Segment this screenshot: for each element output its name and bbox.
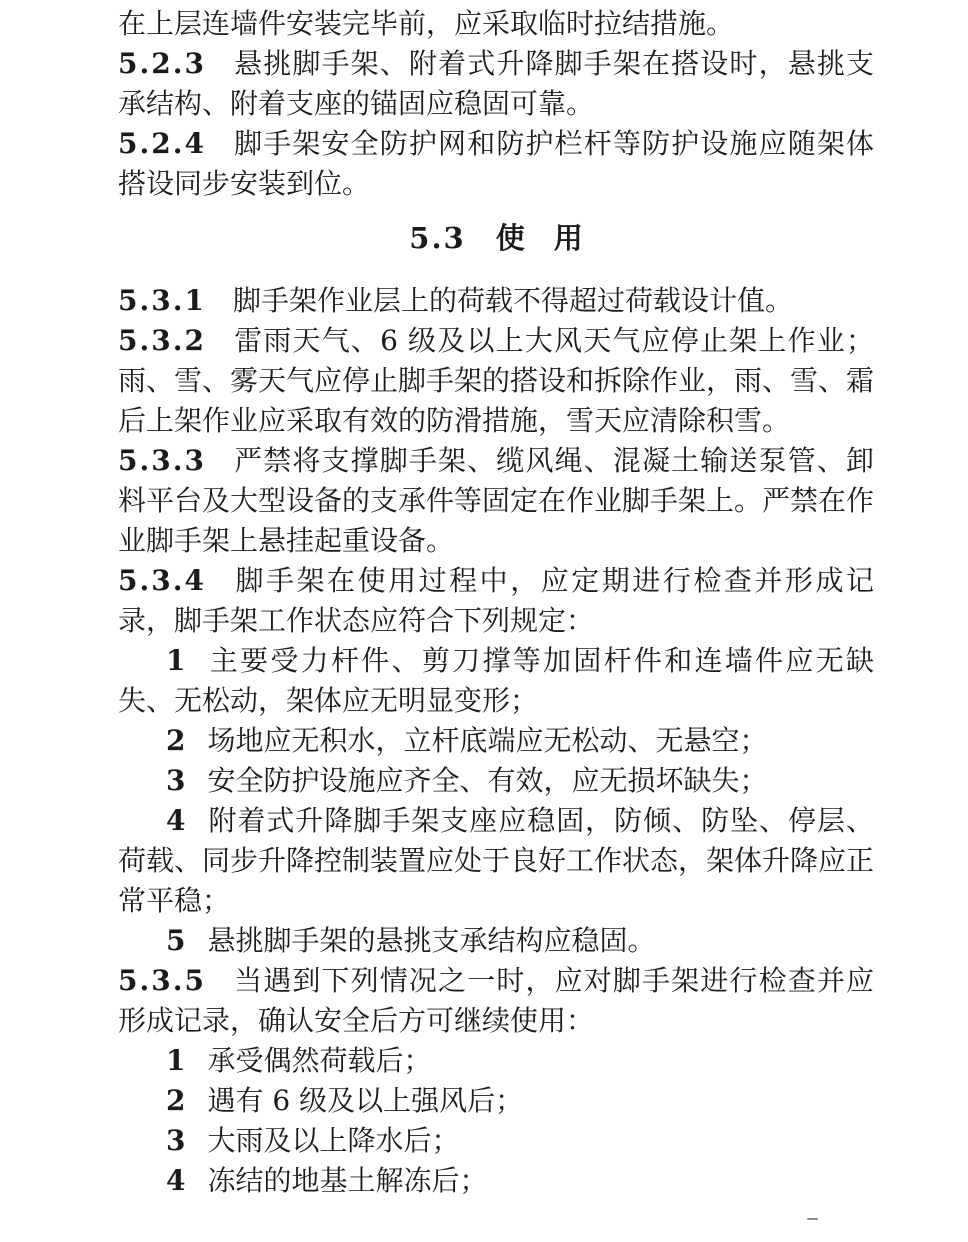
clause-5-3-2 <box>118 321 874 441</box>
clause-text: 悬挑脚手架、附着式升降脚手架在搭设时，悬挑支承结构、附着支座的锚固应稳固可靠。 <box>118 47 874 120</box>
list-item-5-3-5-1 <box>118 1041 874 1081</box>
item-text: 冻结的地基土解冻后； <box>207 1164 488 1197</box>
item-number: 3 <box>166 764 186 797</box>
clause-5-2-3 <box>118 44 874 124</box>
heading-number: 5.3 <box>409 221 466 255</box>
item-number: 2 <box>166 1084 186 1117</box>
paragraph-text: 在上层连墙件安装完毕前，应采取临时拉结措施。 <box>118 7 735 40</box>
clause-text: 严禁将支撑脚手架、缆风绳、混凝土输送泵管、卸料平台及大型设备的支承件等固定在作业脚手架上。严禁在作业脚手架上悬挂起重设备。 <box>118 444 875 557</box>
list-item-5-3-4-3 <box>118 761 874 801</box>
clause-5-2-4 <box>118 124 874 204</box>
clause-number: 5.2.3 <box>118 47 206 80</box>
list-item-5-3-5-3 <box>118 1121 874 1161</box>
section-heading-5-3 <box>118 218 874 258</box>
item-number: 3 <box>166 1124 186 1157</box>
heading-title: 使 用 <box>495 221 583 255</box>
document-page <box>118 4 874 1201</box>
clause-text: 当遇到下列情况之一时，应对脚手架进行检查并应形成记录，确认安全后方可继续使用： <box>118 964 874 1037</box>
item-number: 1 <box>166 644 186 677</box>
item-text: 附着式升降脚手架支座应稳固，防倾、防坠、停层、荷载、同步升降控制装置应处于良好工作状态，架体升降应正常平稳； <box>118 804 875 917</box>
paragraph-continuation <box>118 4 874 44</box>
clause-5-3-4 <box>118 561 874 641</box>
list-item-5-3-4-4 <box>118 801 874 921</box>
clause-number: 5.2.4 <box>118 127 206 160</box>
clause-number: 5.3.5 <box>118 964 206 997</box>
clause-number: 5.3.3 <box>118 444 206 477</box>
clause-text: 脚手架安全防护网和防护栏杆等防护设施应随架体搭设同步安装到位。 <box>118 127 874 200</box>
clause-number: 5.3.4 <box>118 564 206 597</box>
clause-5-3-1 <box>118 281 874 321</box>
list-item-5-3-4-1 <box>118 641 874 721</box>
item-text: 大雨及以上降水后； <box>207 1124 460 1157</box>
list-item-5-3-4-2 <box>118 721 874 761</box>
item-number: 5 <box>166 924 186 957</box>
clause-number: 5.3.2 <box>118 324 206 357</box>
list-item-5-3-4-5 <box>118 921 874 961</box>
item-text: 安全防护设施应齐全、有效，应无损坏缺失； <box>207 764 768 797</box>
scan-artifact-dash <box>807 1218 818 1220</box>
item-number: 2 <box>166 724 186 757</box>
item-number: 1 <box>166 1044 186 1077</box>
clause-5-3-5 <box>118 961 874 1041</box>
item-text: 主要受力杆件、剪刀撑等加固杆件和连墙件应无缺失、无松动，架体应无明显变形； <box>118 644 874 717</box>
item-number: 4 <box>166 1164 186 1197</box>
list-item-5-3-5-2 <box>118 1081 874 1121</box>
item-number: 4 <box>166 804 186 837</box>
clause-number: 5.3.1 <box>118 284 206 317</box>
item-text: 遇有 6 级及以上强风后； <box>207 1084 524 1117</box>
clause-text: 脚手架作业层上的荷载不得超过荷载设计值。 <box>232 284 793 317</box>
clause-5-3-3 <box>118 441 874 561</box>
item-text: 场地应无积水，立杆底端应无松动、无悬空； <box>207 724 768 757</box>
item-text: 承受偶然荷载后； <box>207 1044 432 1077</box>
item-text: 悬挑脚手架的悬挑支承结构应稳固。 <box>207 924 656 957</box>
clause-text: 脚手架在使用过程中，应定期进行检查并形成记录，脚手架工作状态应符合下列规定： <box>118 564 874 637</box>
list-item-5-3-5-4 <box>118 1161 874 1201</box>
clause-text: 雷雨天气、6 级及以上大风天气应停止架上作业；雨、雪、雾天气应停止脚手架的搭设和拆除作业，雨、雪、霜后上架作业应采取有效的防滑措施，雪天应清除积雪。 <box>118 324 875 437</box>
